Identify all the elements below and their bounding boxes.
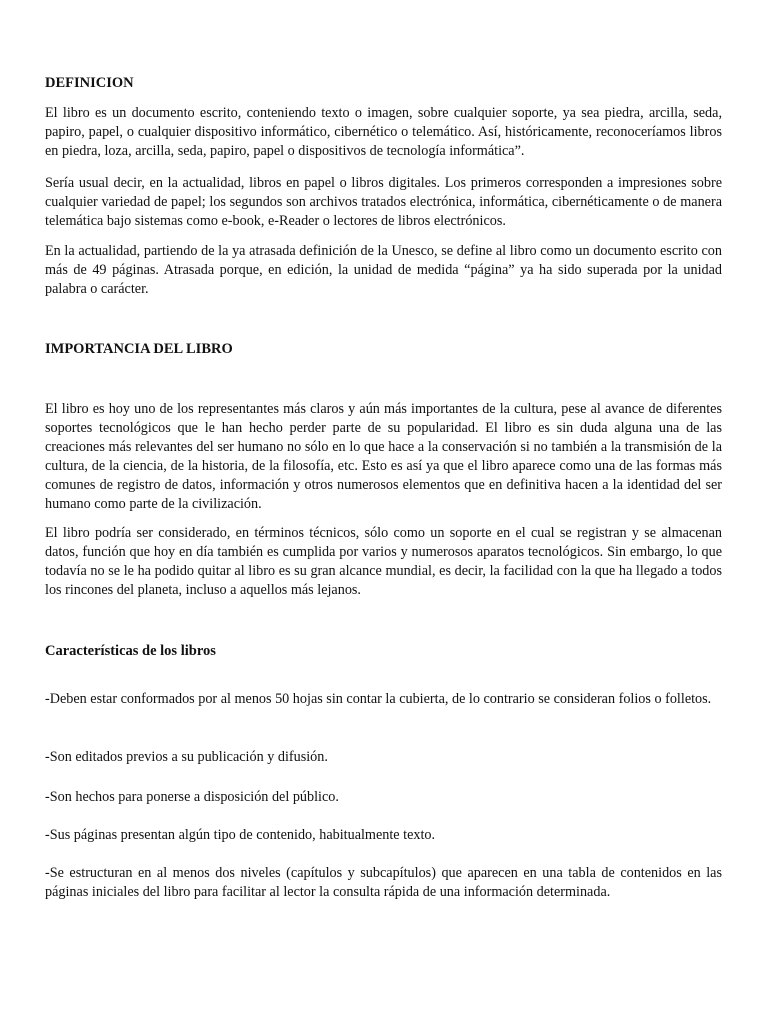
definicion-paragraph-2: Sería usual decir, en la actualidad, libros en papel o libros digitales. Los primeros corresponden a impresiones sobre cualquier variedad de papel; los segundos son archivos tratados electrónica, informática, cibernéticamente o de manera telemática bajo sistemas como e-book, e-Reader o lectores de libros electrónicos. bbox=[45, 175, 722, 229]
caracteristica-item: -Se estructuran en al menos dos niveles (capítulos y subcapítulos) que aparecen en una tabla de contenidos en las páginas iniciales del libro para facilitar al lector la consulta rápida de una información determinada. bbox=[45, 865, 722, 900]
caracteristica-item: -Deben estar conformados por al menos 50 hojas sin contar la cubierta, de lo contrario se consideran folios o folletos. bbox=[45, 691, 712, 707]
importancia-paragraph-2: El libro podría ser considerado, en términos técnicos, sólo como un soporte en el cual se registran y se almacenan datos, función que hoy en día también es cumplida por varios y numerosos aparatos tecnológicos. Sin embargo, lo que todavía no se le ha podido quitar al libro es su gran alcance mundial, es decir, la facilidad con la que ha llegado a todos los rincones del planeta, incluso a aquellos más lejanos. bbox=[45, 525, 722, 598]
caracteristica-item: -Sus páginas presentan algún tipo de contenido, habitualmente texto. bbox=[45, 827, 436, 843]
importancia-paragraph-1: El libro es hoy uno de los representantes más claros y aún más importantes de la cultura, pese al avance de diferentes soportes tecnológicos que le han hecho perder parte de su popularidad. El libro es sin duda alguna una de las creaciones más relevantes del ser humano no sólo en lo que hace a la conservación si no también a la transmisión de la cultura, de la ciencia, de la historia, de la filosofía, etc. Esto es así ya que el libro aparece como una de las formas más comunes de registro de datos, información y otros numerosos elementos que en definitiva hacen a la identidad del ser humano como parte de la civilización. bbox=[45, 401, 722, 512]
section-heading-caracteristicas: Características de los libros bbox=[45, 643, 216, 659]
section-heading-definicion: DEFINICION bbox=[45, 75, 134, 91]
definicion-paragraph-1: El libro es un documento escrito, conteniendo texto o imagen, sobre cualquier soporte, ya sea piedra, arcilla, seda, papiro, papel, o cualquier dispositivo informático, cibernético o telemático. Así, históricamente, reconoceríamos libros en piedra, loza, arcilla, seda, papiro, papel o dispositivos de tecnología informática”. bbox=[45, 105, 722, 159]
definicion-paragraph-3: En la actualidad, partiendo de la ya atrasada definición de la Unesco, se define al libro como un documento escrito con más de 49 páginas. Atrasada porque, en edición, la unidad de medida “página” ya ha sido superada por la unidad palabra o carácter. bbox=[45, 243, 722, 297]
section-heading-importancia: IMPORTANCIA DEL LIBRO bbox=[45, 341, 233, 357]
caracteristica-item: -Son editados previos a su publicación y difusión. bbox=[45, 749, 328, 765]
caracteristica-item: -Son hechos para ponerse a disposición del público. bbox=[45, 789, 339, 805]
